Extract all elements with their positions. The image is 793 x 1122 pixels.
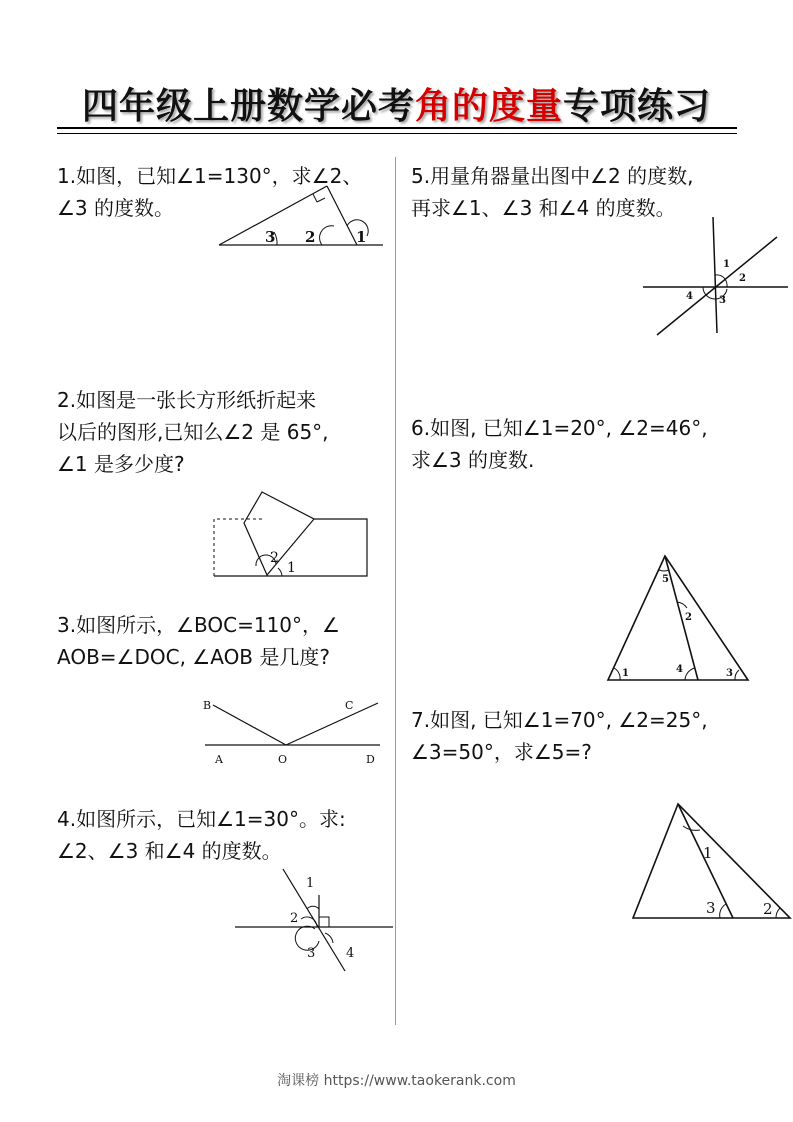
figure-5-label-3: 3 — [719, 295, 726, 306]
figure-7-label-3: 3 — [706, 899, 716, 917]
title-highlight: 角的度量 — [414, 85, 563, 127]
question-3-line-2: AOB=∠DOC, ∠AOB 是几度? — [57, 645, 330, 669]
figure-4-label-1: 1 — [306, 876, 315, 891]
figure-3-label-o: O — [278, 753, 288, 766]
figure-1-label-2: 2 — [305, 228, 316, 246]
question-3 — [57, 609, 340, 673]
question-3-line-1: 3.如图所示，∠BOC=110°，∠ — [57, 613, 340, 637]
figure-6 — [605, 550, 755, 685]
figure-1-label-1: 1 — [356, 228, 367, 246]
figure-7-label-1: 1 — [703, 844, 713, 862]
question-4-line-2: ∠2、∠3 和∠4 的度数。 — [57, 839, 282, 863]
figure-2 — [212, 490, 372, 580]
figure-5-label-4: 4 — [686, 291, 693, 302]
page-title — [0, 78, 793, 129]
figure-4 — [235, 865, 395, 975]
title-suffix: 专项练习 — [563, 85, 712, 127]
figure-2-label-2: 2 — [270, 550, 279, 566]
figure-6-label-1: 1 — [622, 668, 629, 679]
title-rule-thin — [57, 133, 737, 134]
question-2-line-1: 2.如图是一张长方形纸折起来 — [57, 388, 317, 412]
figure-7 — [630, 800, 793, 925]
figure-2-label-1: 1 — [287, 560, 296, 576]
question-4 — [57, 803, 346, 867]
figure-6-label-3: 3 — [726, 668, 733, 679]
question-6-line-2: 求∠3 的度数. — [411, 448, 535, 472]
figure-5 — [643, 215, 793, 340]
question-6 — [411, 412, 708, 476]
question-2-line-3: ∠1 是多少度? — [57, 452, 185, 476]
figure-4-label-4: 4 — [346, 946, 355, 961]
footer-source: 淘课榜 https://www.taokerank.com — [277, 1073, 516, 1089]
figure-4-label-2: 2 — [290, 911, 299, 926]
question-6-line-1: 6.如图, 已知∠1=20°, ∠2=46°, — [411, 416, 708, 440]
question-1-line-2: ∠3 的度数。 — [57, 196, 175, 220]
figure-4-label-3: 3 — [307, 946, 316, 961]
question-4-line-1: 4.如图所示，已知∠1=30°。求: — [57, 807, 346, 831]
column-divider — [395, 157, 396, 1025]
question-7-line-1: 7.如图, 已知∠1=70°, ∠2=25°, — [411, 708, 708, 732]
figure-3-label-b: B — [203, 699, 212, 712]
question-1-line-1: 1.如图，已知∠1=130°，求∠2、 — [57, 164, 363, 188]
question-7 — [411, 704, 708, 768]
figure-5-label-2: 2 — [739, 273, 746, 284]
question-5-line-2: 再求∠1、∠3 和∠4 的度数。 — [411, 196, 676, 220]
figure-1 — [215, 180, 385, 250]
figure-6-label-2: 2 — [685, 612, 692, 623]
figure-1-label-3: 3 — [265, 228, 276, 246]
figure-5-label-1: 1 — [723, 259, 730, 270]
question-2-line-2: 以后的图形,已知么∠2 是 65°, — [57, 420, 329, 444]
figure-6-label-4: 4 — [676, 664, 683, 675]
figure-7-label-2: 2 — [763, 900, 773, 918]
figure-3 — [200, 695, 385, 770]
question-5-line-1: 5.用量角器量出图中∠2 的度数, — [411, 164, 694, 188]
figure-3-label-c: C — [345, 699, 354, 712]
figure-6-label-5: 5 — [662, 574, 669, 585]
question-2 — [57, 384, 329, 480]
figure-3-label-a: A — [215, 753, 223, 766]
title-prefix: 四年级上册数学必考 — [81, 85, 415, 127]
title-rule-thick — [57, 127, 737, 129]
figure-3-label-d: D — [366, 753, 375, 766]
question-7-line-2: ∠3=50°，求∠5=? — [411, 740, 592, 764]
